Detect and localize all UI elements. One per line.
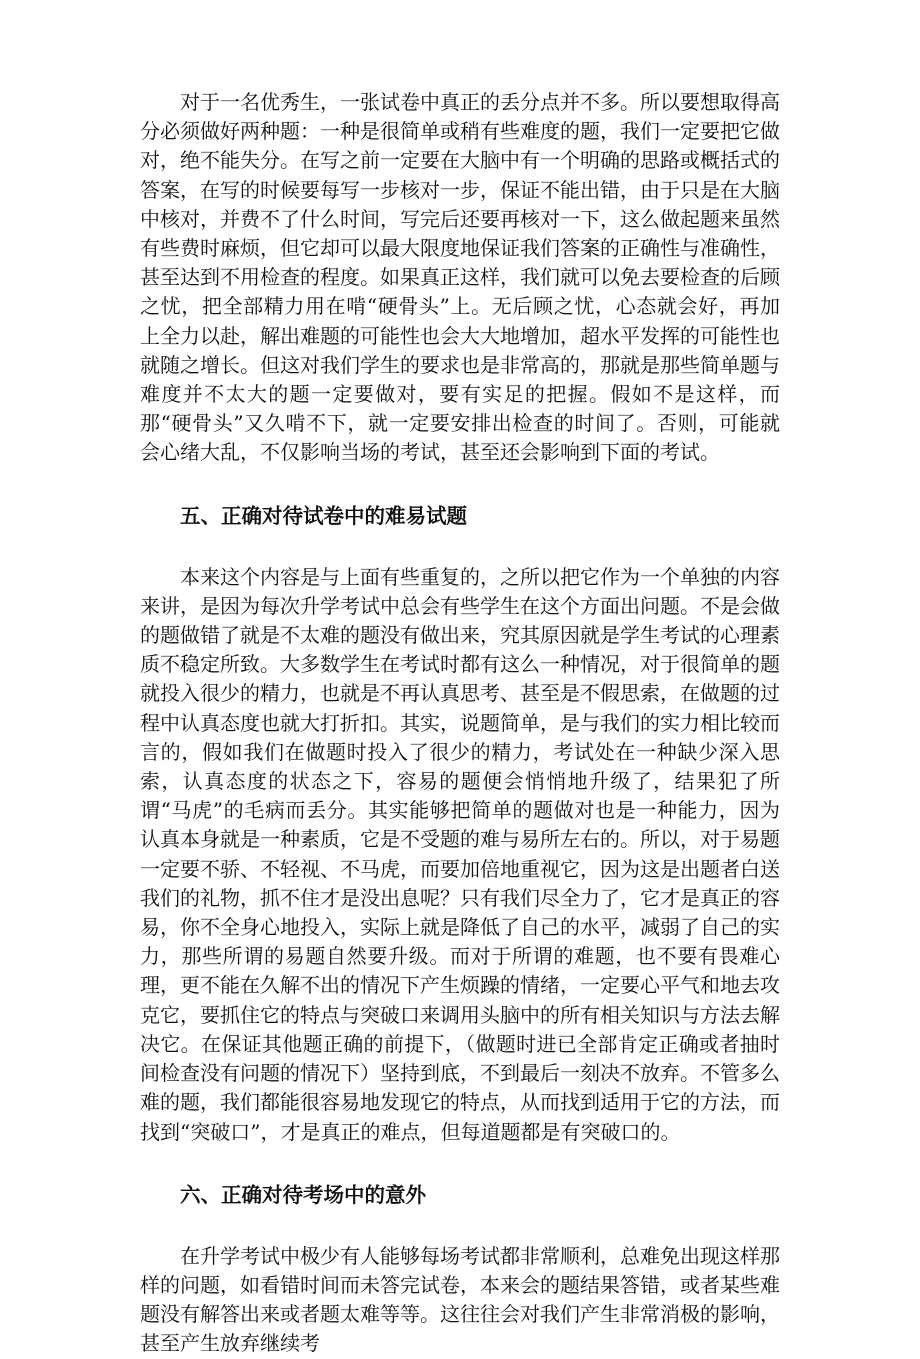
paragraph-easy-hard-questions: 本来这个内容是与上面有些重复的，之所以把它作为一个单独的内容来讲，是因为每次升学考试中总会有些学生在这个方面出问题。不是会做的题做错了就是不太难的题没有做出来，究其原因就是学生考试的心理素质不稳定所致。大多数学生在考试时都有这么一种情况，对于很简单的题就投入很少的精力，也就是不再认真思考、甚至是不假思索，在做题的过程中认真态度也就大打折扣。其实，说题简单，是与我们的实力相比较而言的，假如我们在做题时投入了很少的精力，考试处在一种缺少深入思索，认真态度的状态之下，容易的题便会悄悄地升级了，结果犯了所谓“马虎”的毛病而丢分。其实能够把简单的题做对也是一种能力，因为认真本身就是一种素质，它是不受题的难与易所左右的。所以，对于易题一定要不骄、不轻视、不马虎，而要加倍地重视它，因为这是出题者白送我们的礼物，抓不住才是没出息呢？只有我们尽全力了，它才是真正的容易，你不全身心地投入，实际上就是降低了自己的水平，减弱了自己的实力，那些所谓的易题自然要升级。而对于所谓的难题，也不要有畏难心理，更不能在久解不出的情况下产生烦躁的情绪，一定要心平气和地去攻克它，要抓住它的特点与突破口来调用头脑中的所有相关知识与方法去解决它。在保证其他题正确的前提下，（做题时进已全部肯定正确或者抽时间检查没有问题的情况下）坚持到底，不到最后一刻决不放弃。不管多么难的题，我们都能很容易地发现它的特点，从而找到适用于它的方法，而找到“突破口”，才是真正的难点，但每道题都是有突破口的。 [140, 564, 780, 1144]
paragraph-exam-accidents: 在升学考试中极少有人能够每场考试都非常顺利，总难免出现这样那样的问题，如看错时间而未答完试卷，本来会的题结果答错，或者某些难题没有解答出来或者题太难等等。这往往会对我们产生非常消极的影响，甚至产生放弃继续考 [140, 1243, 780, 1356]
section-heading-5: 五、正确对待试卷中的难易试题 [180, 503, 467, 528]
section-heading-6: 六、正确对待考场中的意外 [180, 1182, 426, 1207]
paragraph-exam-strategy: 对于一名优秀生，一张试卷中真正的丢分点并不多。所以要想取得高分必须做好两种题：一种是很简单或稍有些难度的题，我们一定要把它做对，绝不能失分。在写之前一定要在大脑中有一个明确的思路或概括式的答案，在写的时候要每写一步核对一步，保证不能出错，由于只是在大脑中核对，并费不了什么时间，写完后还要再核对一下，这么做起题来虽然有些费时麻烦，但它却可以最大限度地保证我们答案的正确性与准确性，甚至达到不用检查的程度。如果真正这样，我们就可以免去要检查的后顾之忧，把全部精力用在啃“硬骨头”上。无后顾之忧，心态就会好，再加上全力以赴，解出难题的可能性也会大大地增加，超水平发挥的可能性也就随之增长。但这对我们学生的要求也是非常高的，那就是那些简单题与难度并不太大的题一定要做对，要有实足的把握。假如不是这样，而那“硬骨头”又久啃不下，就一定要安排出检查的时间了。否则，可能就会心绪大乱，不仅影响当场的考试，甚至还会影响到下面的考试。 [140, 90, 780, 465]
document-body [140, 88, 780, 1359]
